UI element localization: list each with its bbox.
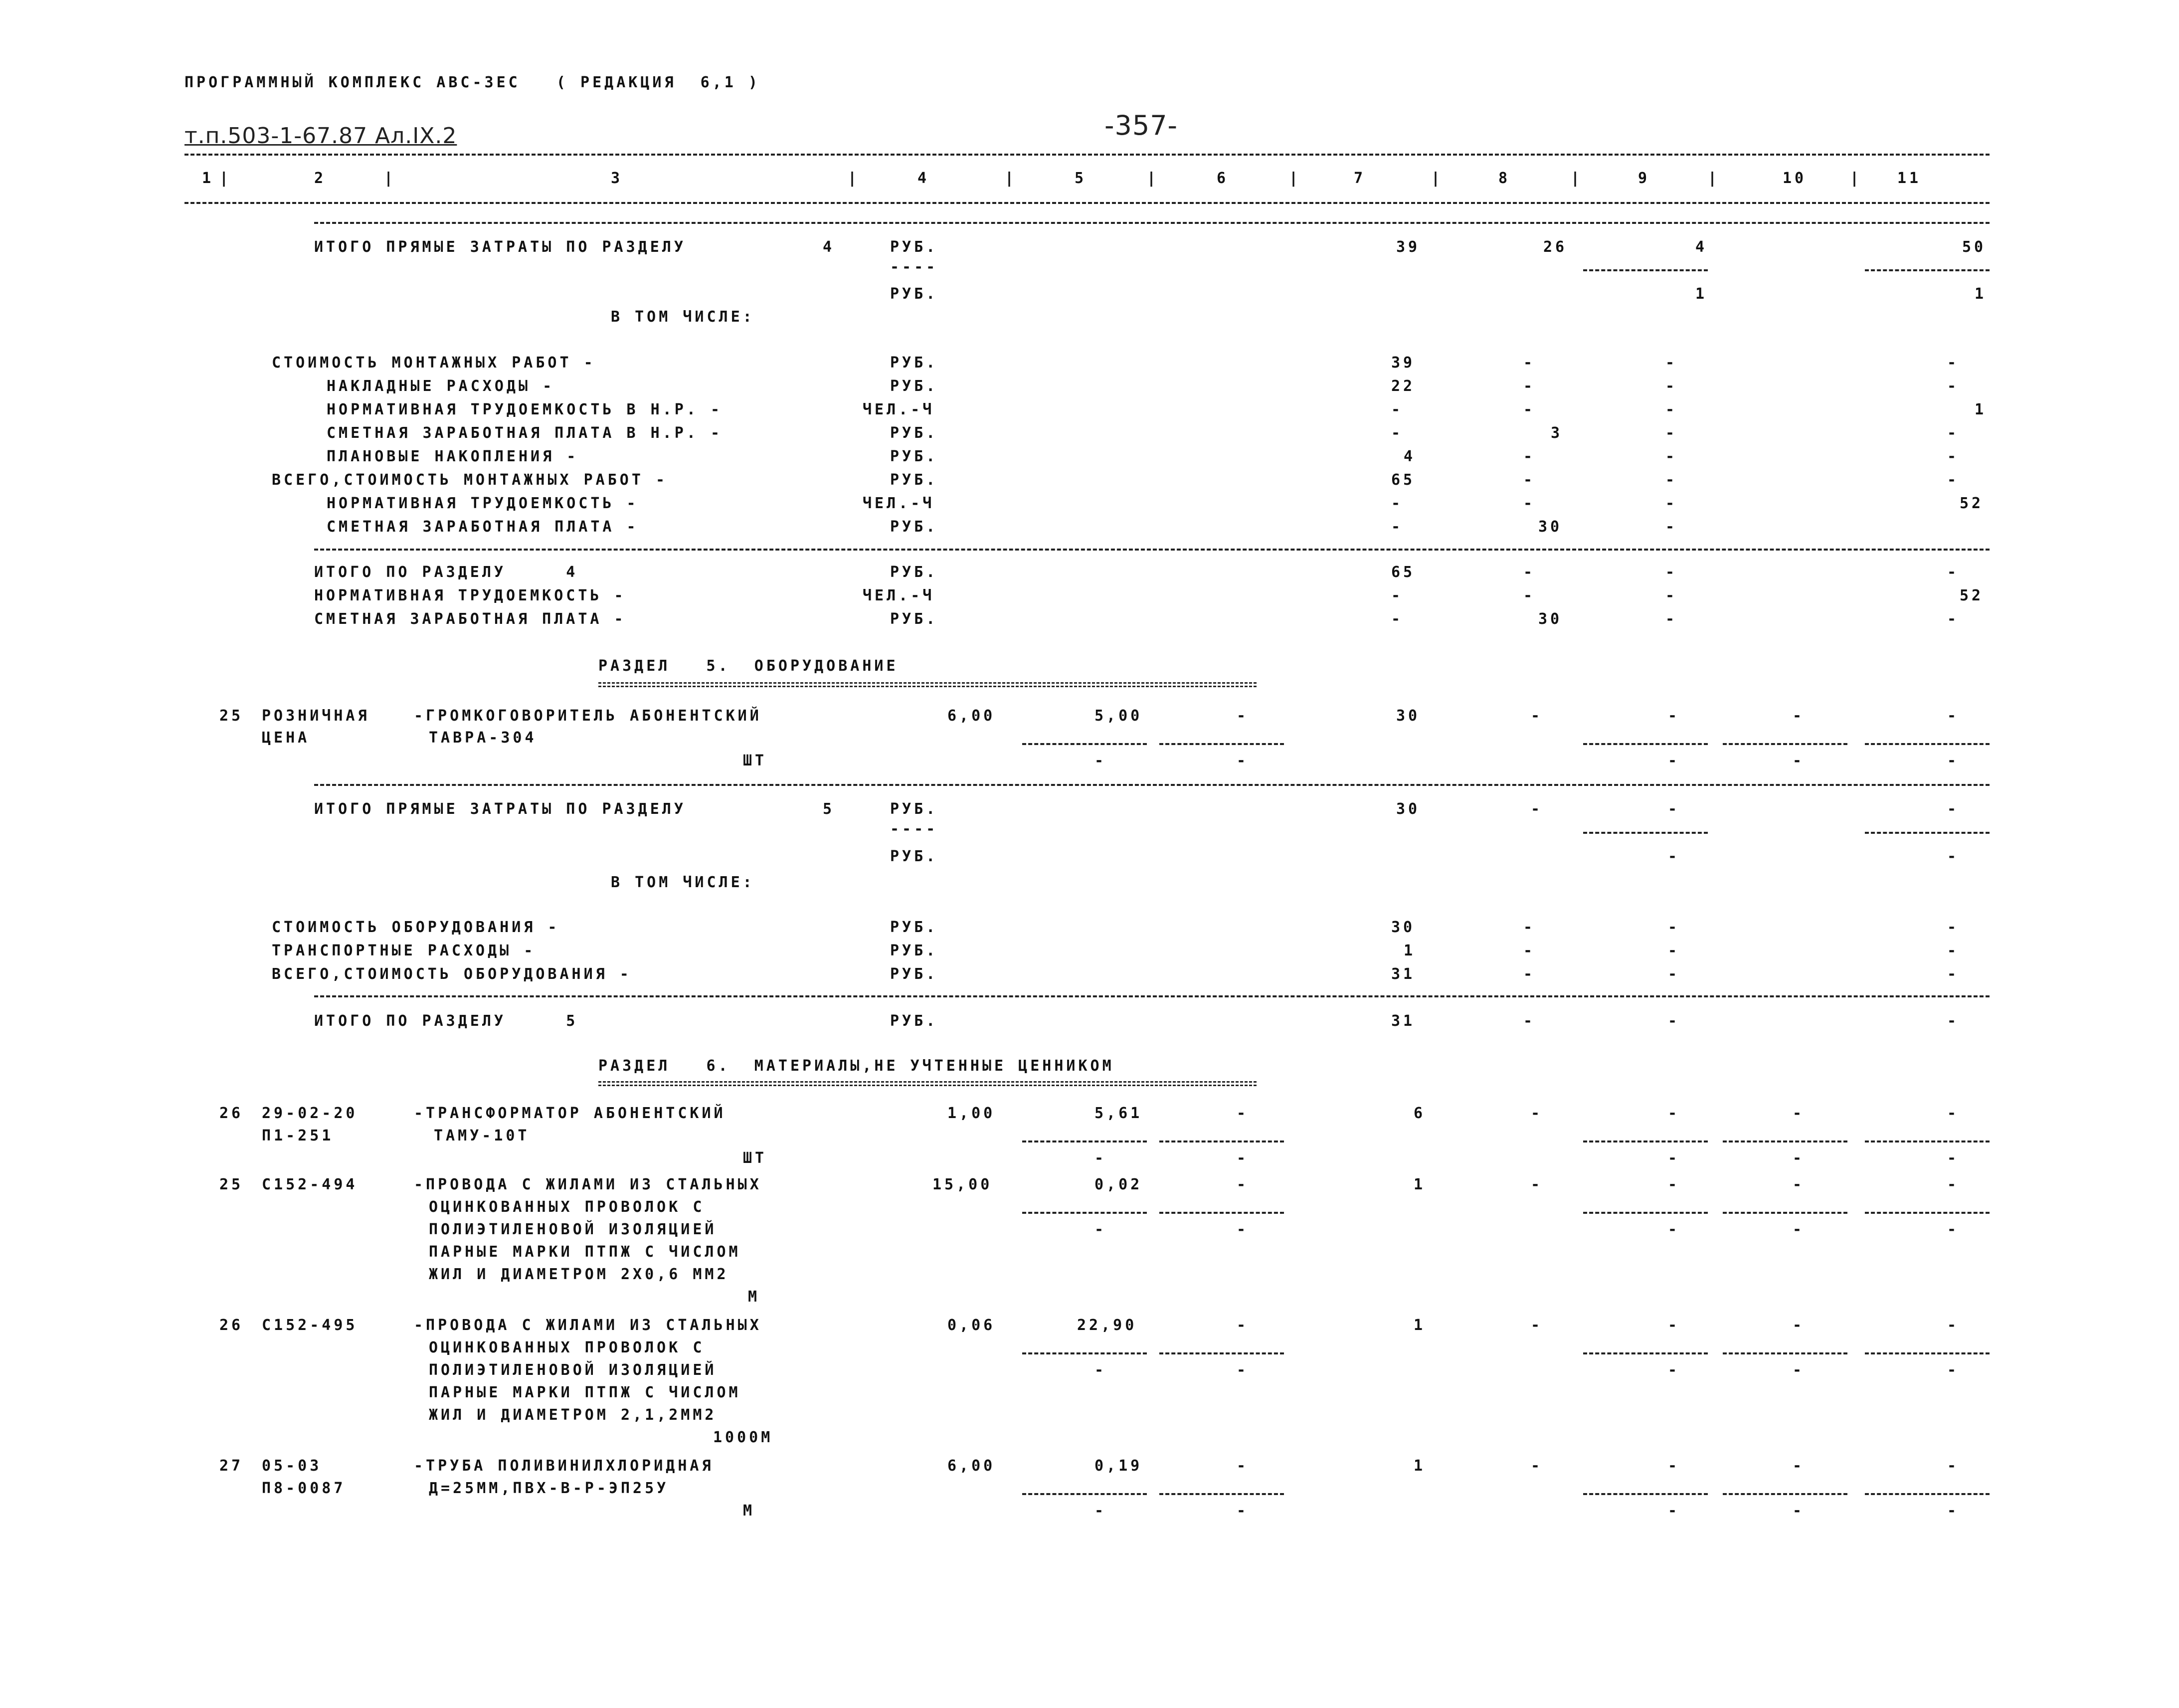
col-num-9: 9 bbox=[1638, 170, 1650, 187]
document-code: т.п.503-1-67.87 Ал.IX.2 bbox=[184, 123, 457, 149]
s4-unit-sep: ---- bbox=[890, 258, 938, 276]
col-num-1: 1 bbox=[202, 170, 214, 187]
s4-unit-2: РУБ. bbox=[890, 285, 938, 303]
s5-c8: - bbox=[1531, 800, 1543, 818]
col-num-11: 11 bbox=[1897, 170, 1922, 187]
s5-c9: - bbox=[1668, 800, 1680, 818]
top-dashed-rule bbox=[184, 154, 1990, 156]
s4-c9: 4 bbox=[1695, 238, 1708, 256]
program-header: ПРОГРАММНЫЙ КОМПЛЕКС АВС-ЗЕС ( РЕДАКЦИЯ 6,1 ) bbox=[184, 74, 760, 91]
page-number: -357- bbox=[1104, 110, 1178, 141]
s5-direct-label: ИТОГО ПРЯМЫЕ ЗАТРАТЫ ПО РАЗДЕЛУ bbox=[314, 800, 686, 818]
s4-c8: 26 bbox=[1543, 238, 1568, 256]
s4-including: В ТОМ ЧИСЛЕ: bbox=[611, 308, 755, 326]
col-num-5: 5 bbox=[1075, 170, 1087, 187]
col-num-3: 3 bbox=[611, 170, 623, 187]
s5-including: В ТОМ ЧИСЛЕ: bbox=[611, 874, 755, 891]
s5-unit-2: РУБ. bbox=[890, 848, 938, 865]
col-num-8: 8 bbox=[1498, 170, 1511, 187]
col-num-4: 4 bbox=[917, 170, 930, 187]
s4-c11: 50 bbox=[1962, 238, 1987, 256]
header-rule bbox=[184, 202, 1990, 204]
s5-unit-sep: ---- bbox=[890, 820, 938, 838]
s5-c7: 30 bbox=[1396, 800, 1421, 818]
s5-r2-c11: - bbox=[1947, 848, 1960, 865]
col-num-10: 10 bbox=[1783, 170, 1807, 187]
s5-c11: - bbox=[1947, 800, 1960, 818]
estimate-page: ПРОГРАММНЫЙ КОМПЛЕКС АВС-ЗЕС ( РЕДАКЦИЯ 6,1 ) -357- т.п.503-1-67.87 Ал.IX.2 1 2 3 4 5 6 7 8 9 10 11 | | | | | | | | | | ИТОГО ПРЯМЫЕ ЗАТРАТЫ ПО РАЗДЕЛУ 4 РУБ. 39 26 4 50 ---- РУБ. 1 1 В ТОМ ЧИСЛЕ: СТОИМОСТЬ МОНТАЖНЫХ РАБОТ - РУБ. 39 - - - НАКЛАДНЫЕ РАСХОДЫ - РУБ. 22 - - - НОРМАТИВНАЯ ТРУДОЕМКОСТЬ В Н.Р. - ЧЕЛ.-Ч - - - 1 СМЕТНАЯ ЗАРАБОТНАЯ ПЛАТА В Н.Р. - РУБ. - 3 - - ПЛАНОВЫЕ НАКОПЛЕНИЯ - РУБ. 4 - - - ВСЕГО,СТОИМОСТЬ МОНТАЖНЫХ РАБОТ - РУБ. 65 - - - НОРМАТИВНАЯ ТРУДОЕМКОСТЬ - ЧЕЛ.-Ч - - - 52 СМЕТНАЯ ЗАРАБОТНАЯ ПЛАТА - РУБ. - 30 - ИТОГО ПО РАЗДЕЛУ 4 РУБ. 65 - - - НОРМАТИВНАЯ ТРУДОЕМКОСТЬ - ЧЕЛ.-Ч - - - 52 СМЕТНАЯ ЗАРАБОТНАЯ ПЛАТА - РУБ. - 30 - - РАЗДЕЛ 5. ОБОРУДОВАНИЕ 25 РОЗНИЧНАЯ ЦЕНА -ГРОМКОГОВОРИТЕЛЬ АБОНЕНТСКИЙ ТАВРА-304 ШТ 6,00 5,00 - 30 - - - - - - - - - ИТОГО ПРЯМЫЕ ЗАТРАТЫ ПО РАЗДЕЛУ 5 РУБ. 30 - - - ---- РУБ. - - В ТОМ ЧИСЛЕ: СТОИМОСТЬ ОБОРУДОВАНИЯ - РУБ. 30 - - - ТРАНСПОРТНЫЕ РАСХОДЫ - РУБ. 1 - - - ВСЕГО,СТОИМОСТЬ ОБОРУДОВАНИЯ - РУБ. 31 - - - ИТОГО ПО РАЗДЕЛУ 5 РУБ. 31 - - - РАЗДЕЛ 6. МАТЕРИАЛЫ,НЕ УЧТЕННЫЕ ЦЕННИКОМ 26 29-02-20 П1-251 -ТРАНСФОРМАТОР АБОНЕНТСКИЙ ТАМУ-10Т ШТ 1,00 5,61 - 6 - - - - - - - - - 25 С152-494 -ПРОВОДА С ЖИЛАМИ ИЗ СТАЛЬНЫХ ОЦИНКОВАННЫХ ПРОВОЛОК С ПОЛИЭТИЛЕНОВОЙ ИЗОЛЯЦИЕЙ ПАРНЫЕ МАРКИ ПТПЖ С ЧИСЛОМ ЖИЛ И ДИАМЕТРОМ 2Х0,6 ММ2 М 15,00 0,02 - 1 - - - - - - - - - 26 С152-495 -ПРОВОДА С ЖИЛАМИ ИЗ СТАЛЬНЫХ ОЦИНКОВАННЫХ ПРОВОЛОК С ПОЛИЭТИЛЕНОВОЙ ИЗОЛЯЦИЕЙ ПАРНЫЕ МАРКИ ПТПЖ С ЧИСЛОМ ЖИЛ И ДИАМЕТРОМ 2,1,2ММ2 1000М 0,06 22,90 - 1 - - - - - - - - - 27 05-03 П8-0087 -ТРУБА ПОЛИВИНИЛХЛОРИДНАЯ Д=25ММ,ПВХ-В-Р-ЭП25У М 6,00 0,19 - 1 - - - - - - - - - bbox=[0, 0, 2179, 1708]
s4-section-no: 4 bbox=[823, 238, 835, 256]
col-num-2: 2 bbox=[314, 170, 327, 187]
col-num-6: 6 bbox=[1217, 170, 1229, 187]
s4-unit: РУБ. bbox=[890, 238, 938, 256]
s5-r2-c9: - bbox=[1668, 848, 1680, 865]
s4-direct-label: ИТОГО ПРЯМЫЕ ЗАТРАТЫ ПО РАЗДЕЛУ bbox=[314, 238, 686, 256]
col-num-7: 7 bbox=[1354, 170, 1366, 187]
s4-r2-c9: 1 bbox=[1695, 285, 1708, 303]
s6-title: РАЗДЕЛ 6. МАТЕРИАЛЫ,НЕ УЧТЕННЫЕ ЦЕННИКОМ bbox=[598, 1057, 1114, 1075]
s4-c7: 39 bbox=[1396, 238, 1421, 256]
s5-unit: РУБ. bbox=[890, 800, 938, 818]
s5-title: РАЗДЕЛ 5. ОБОРУДОВАНИЕ bbox=[598, 657, 899, 675]
s4-r2-c11: 1 bbox=[1975, 285, 1987, 303]
s5-section-no: 5 bbox=[823, 800, 835, 818]
